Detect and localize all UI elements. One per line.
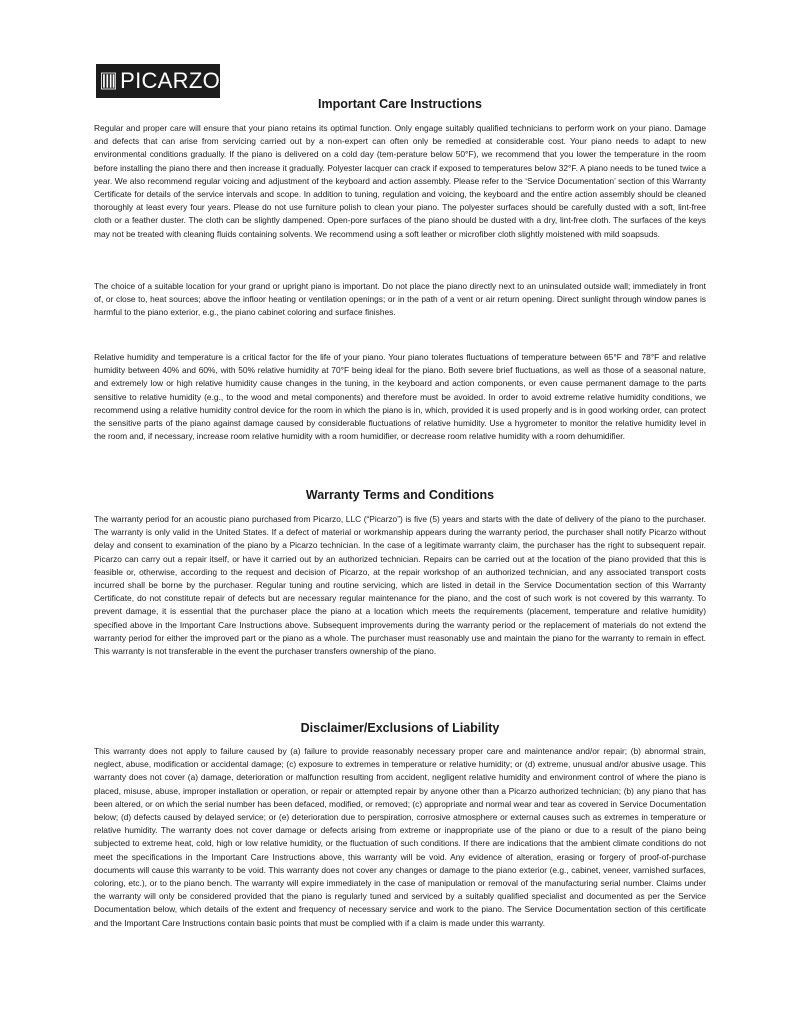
warranty-paragraph: The warranty period for an acoustic piano purchased from Picarzo, LLC (“Picarzo”) is five (5) years and starts with the date of delivery of the piano to the purchaser. The warranty is only valid in the United States. If a defect of material or workmanship appears during the warranty period, the purchaser shall notify Picarzo without delay and consent to examination of the piano by a Picarzo technician. In the case of a legitimate warranty claim, the purchaser has the right to subsequent repair. Picarzo can carry out a repair itself, or have it carried out by an authorized technician. Repairs can be carried out at the location of the piano provided that this is feasible or, otherwise, according to the request and decision of Picarzo, at the repair workshop of an authorized technician, and any associated transport costs incurred shall be borne by the purchaser. Regular tuning and routine servicing, which are listed in detail in the Service Documentation section of this Warranty Certificate, do not constitute repair of defects but are necessary regular maintenance for the piano, and the cost of such work is not covered by this warranty. To prevent damage, it is essential that the purchaser place the piano at a location which meets the requirements (placement, temperature and relative humidity) specified above in the Important Care Instructions above. Subsequent improvements during the warranty period or the replacement of materials do not extend the warranty period for either the improved part or the piano as a whole. The purchaser must reasonably use and maintain the piano for the warranty to remain in effect. This warranty is not transferable in the event the purchaser transfers ownership of the piano. [94, 514, 706, 657]
warranty-terms-heading: Warranty Terms and Conditions [305, 488, 495, 502]
piano-keys-icon [101, 71, 116, 91]
picarzo-logo [96, 64, 220, 98]
care-paragraph-3: Relative humidity and temperature is a critical factor for the life of your piano. Your piano tolerates fluctuations of temperature between 65°F and 78°F and relative humidity between 40% and 60%, with 50% relative humidity at 70°F being ideal for the piano. Both severe brief fluctuations, as well as those of a seasonal nature, and extremely low or high relative humidity cause changes in the tuning, in the keyboard and action components, or even cause permanent damage to the parts sensitive to relative humidity (e.g., to the wood and metal components) and therefore must be avoided. In order to avoid extreme relative humidity conditions, we recommend using a relative humidity control device for the room in which the piano is in, which, provided it is used properly and is in good working order, can protect the sensitive parts of the piano against damage caused by considerable fluctuations of relative humidity. Use a hygrometer to monitor the relative humidity level in the room and, if necessary, increase room relative humidity with a room humidifier, or decrease room relative humidity with a room dehumidifier. [94, 352, 706, 442]
care-instructions-heading: Important Care Instructions [318, 97, 482, 111]
logo-wordmark: PICARZO [120, 68, 220, 93]
disclaimer-paragraph: This warranty does not apply to failure caused by (a) failure to provide reasonably necessary proper care and maintenance and/or repair; (b) abnormal strain, neglect, abuse, modification or accidental damage; (c) exposure to extremes in temperature or relative humidity; or (d) extreme, unusual and/or abusive usage. This warranty does not cover (a) damage, deterioration or malfunction resulting from accident, negligent relative humidity and environment control of where the piano is placed, misuse, abuse, improper installation or operation, or repair or attempted repair by anyone other than a Picarzo authorized technician; (b) any piano that has been altered, or on which the serial number has been defaced, modified, or removed; (c) appropriate and normal wear and tear as covered in Service Documentation below; (d) defects caused by delayed service; or (e) deterioration due to perspiration, corrosive atmosphere or external causes such as extremes in temperature or relative humidity. The warranty does not cover damage or defects arising from extreme or inappropriate use of the piano or due to a result of the piano being subjected to extreme heat, cold, high or low relative humidity, or the fluctuation of such conditions. If there are indications that the ambient climate conditions do not meet the specifications in the Important Care Instructions above, this warranty will be void. Any evidence of alteration, erasing or forgery of proof-of-purchase documents will cause this warranty to be void. This warranty does not cover any changes or damage to the piano exterior (e.g., cabinet, veneer, varnished surfaces, coloring, etc.), or to the piano bench. The warranty will expire immediately in the case of manipulation or removal of the manufacturing serial number. Claims under the warranty will only be considered provided that the piano is regularly tuned and serviced by a suitably qualified specialist and documented as per the Service Documentation below, which details of the extent and frequency of necessary service and work to the piano. The Service Documentation section of this certificate and the Important Care Instructions contain basic points that must be complied with if a claim is made under this warranty. [94, 746, 706, 928]
care-paragraph-1: Regular and proper care will ensure that your piano retains its optimal function. Only engage suitably qualified technicians to perform work on your piano. Damage and defects that can arise from servicing carried out by a non-expert can often only be remedied at considerable cost. Your piano needs to adapt to new environmental conditions gradually. If the piano is delivered on a cold day (tem-perature below 50°F), we recommend that you lower the temperature in the room before installing the piano there and then increase it gradually. Polyester lacquer can crack if exposed to temperatures below 32°F. A piano needs to be tuned twice a year. We also recommend regular voicing and adjustment of the keyboard and action assembly. Please refer to the ‘Service Documentation’ section of this Warranty Certificate for details of the service intervals and scope. In addition to tuning, regulation and voicing, the keyboard and the entire action assembly should be cleaned thoroughly at least every four years. Please do not use furniture polish to clean your piano. The polyester surfaces should be carefully dusted with a soft, lint-free cloth or a feather duster. The cloth can be slightly dampened. Open-pore surfaces of the piano should be dusted with a dry, lint-free cloth. The surfaces of the keys may not be treated with cleaning fluids containing solvents. We recommend using a soft leather or microfiber cloth slightly moistened with mild soapsuds. [94, 123, 706, 239]
care-paragraph-2: The choice of a suitable location for your grand or upright piano is important. Do not place the piano directly next to an uninsulated outside wall; immediately in front of, or close to, heat sources; above the infloor heating or ventilation openings; or in the path of a vent or air return opening. Direct sunlight through window panes is harmful to the piano exterior, e.g., the piano cabinet coloring and surface finishes. [94, 281, 706, 318]
disclaimer-heading: Disclaimer/Exclusions of Liability [300, 721, 500, 735]
